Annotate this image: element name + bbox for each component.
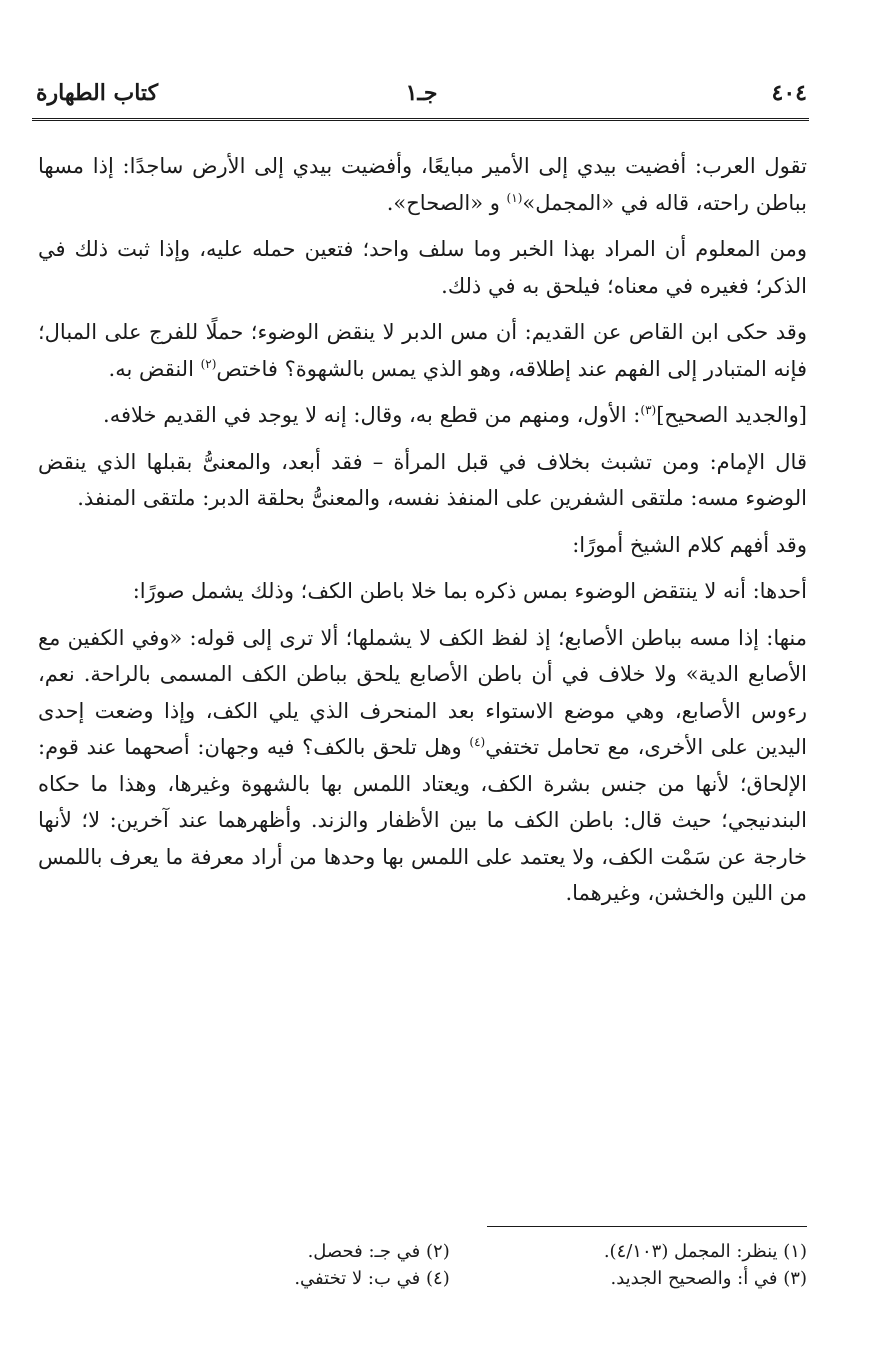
paragraph-2: ومن المعلوم أن المراد بهذا الخبر وما سلف واحد؛ فتعين حمله عليه، وإذا ثبت ذلك في الذكر؛ فغيره في معناه؛ فيلحق به في ذلك. (38, 237, 807, 298)
footnote-ref-3[interactable]: (٣) (640, 403, 657, 417)
paragraph-8: منها: إذا مسه بباطن الأصابع؛ إذ لفظ الكف لا يشملها؛ ألا ترى إلى قوله: «وفي الكفين مع الأصابع الدية» ولا خلاف في أن باطن الأصابع يلحق بباطن الكف المسمى بالراحة. نعم، رءوس الأصابع، وهي موضع الاستواء بعد المنحرف الذي يلي الكف، وإذا وضعت إحدى اليدين على الأخرى، مع تحامل تختفي$^{(٤)}$ وهل تلحق بالكف؟ فيه وجهان: أصحهما عند قوم: الإلحاق؛ لأنها من جنس بشرة الكف، ويعتاد اللمس بها بالشهوة وغيرها، وهذا ما حكاه البندنيجي؛ حيث قال: باطن الكف ما بين الأظفار والزند. وأظهرهما عند آخرين: لا؛ لأنها خارجة عن سَمْت الكف، ولا يعتمد على اللمس بها وحدها من أراد معرفة ما يعرف باللمس من اللين والخشن، وغيرهما. (38, 625, 807, 905)
main-text (38, 148, 807, 922)
running-header (36, 80, 807, 120)
footnotes (120, 1238, 807, 1292)
footnote-ref-1[interactable]: (١) (506, 190, 523, 205)
header-rule (32, 118, 809, 121)
paragraph-1: تقول العرب: أفضيت بيدي إلى الأمير مبايعًا، وأفضيت بيدي إلى الأرض ساجدًا: إذا مسها بباطن راحته، قاله في «المجمل»$^{(١)}$ و «الصحاح». (38, 154, 807, 215)
book-title: كتاب الطهارة (36, 80, 159, 106)
footnote-row (120, 1238, 807, 1265)
footnote-row (120, 1265, 807, 1292)
footnote-ref-4[interactable]: (٤) (469, 735, 486, 749)
footnote-separator (487, 1226, 807, 1227)
paragraph-6: وقد أفهم كلام الشيخ أمورًا: (572, 532, 807, 557)
volume-label: جـ١ (405, 80, 438, 106)
footnote-3: (٣) في أ: والصحيح الجديد. (610, 1268, 807, 1289)
paragraph-3: وقد حكى ابن القاص عن القديم: أن مس الدبر لا ينقض الوضوء؛ حملًا للفرج على المبال؛ فإنه المتبادر إلى الفهم عند إطلاقه، وهو الذي يمس بالشهوة؟ فاختص$^{(٢)}$ النقض به. (38, 320, 807, 381)
footnote-2: (٢) في جـ: فحصل. (307, 1241, 450, 1262)
paragraph-7: أحدها: أنه لا ينتقض الوضوء بمس ذكره بما خلا باطن الكف؛ وذلك يشمل صورًا: (132, 579, 807, 603)
page-number: ٤٠٤ (771, 80, 807, 106)
paragraph-4: [والجديد الصحيح]$^{(٣)}$: الأول، ومنهم من قطع به، وقال: إنه لا يوجد في القديم خلافه. (103, 403, 807, 427)
paragraph-5: قال الإمام: ومن تشبث بخلاف في قبل المرأة – فقد أبعد، والمعنىُّ بقبلها الذي ينقض الوضوء مسه: ملتقى الشفرين على المنفذ نفسه، والمعنىُّ بحلقة الدبر: ملتقى المنفذ. (38, 449, 807, 510)
footnote-1: (١) ينظر: المجمل (٤/١٠٣). (603, 1241, 807, 1262)
footnote-ref-2[interactable]: (٢) (200, 356, 217, 371)
footnote-4: (٤) في ب: لا تختفي. (294, 1268, 450, 1289)
